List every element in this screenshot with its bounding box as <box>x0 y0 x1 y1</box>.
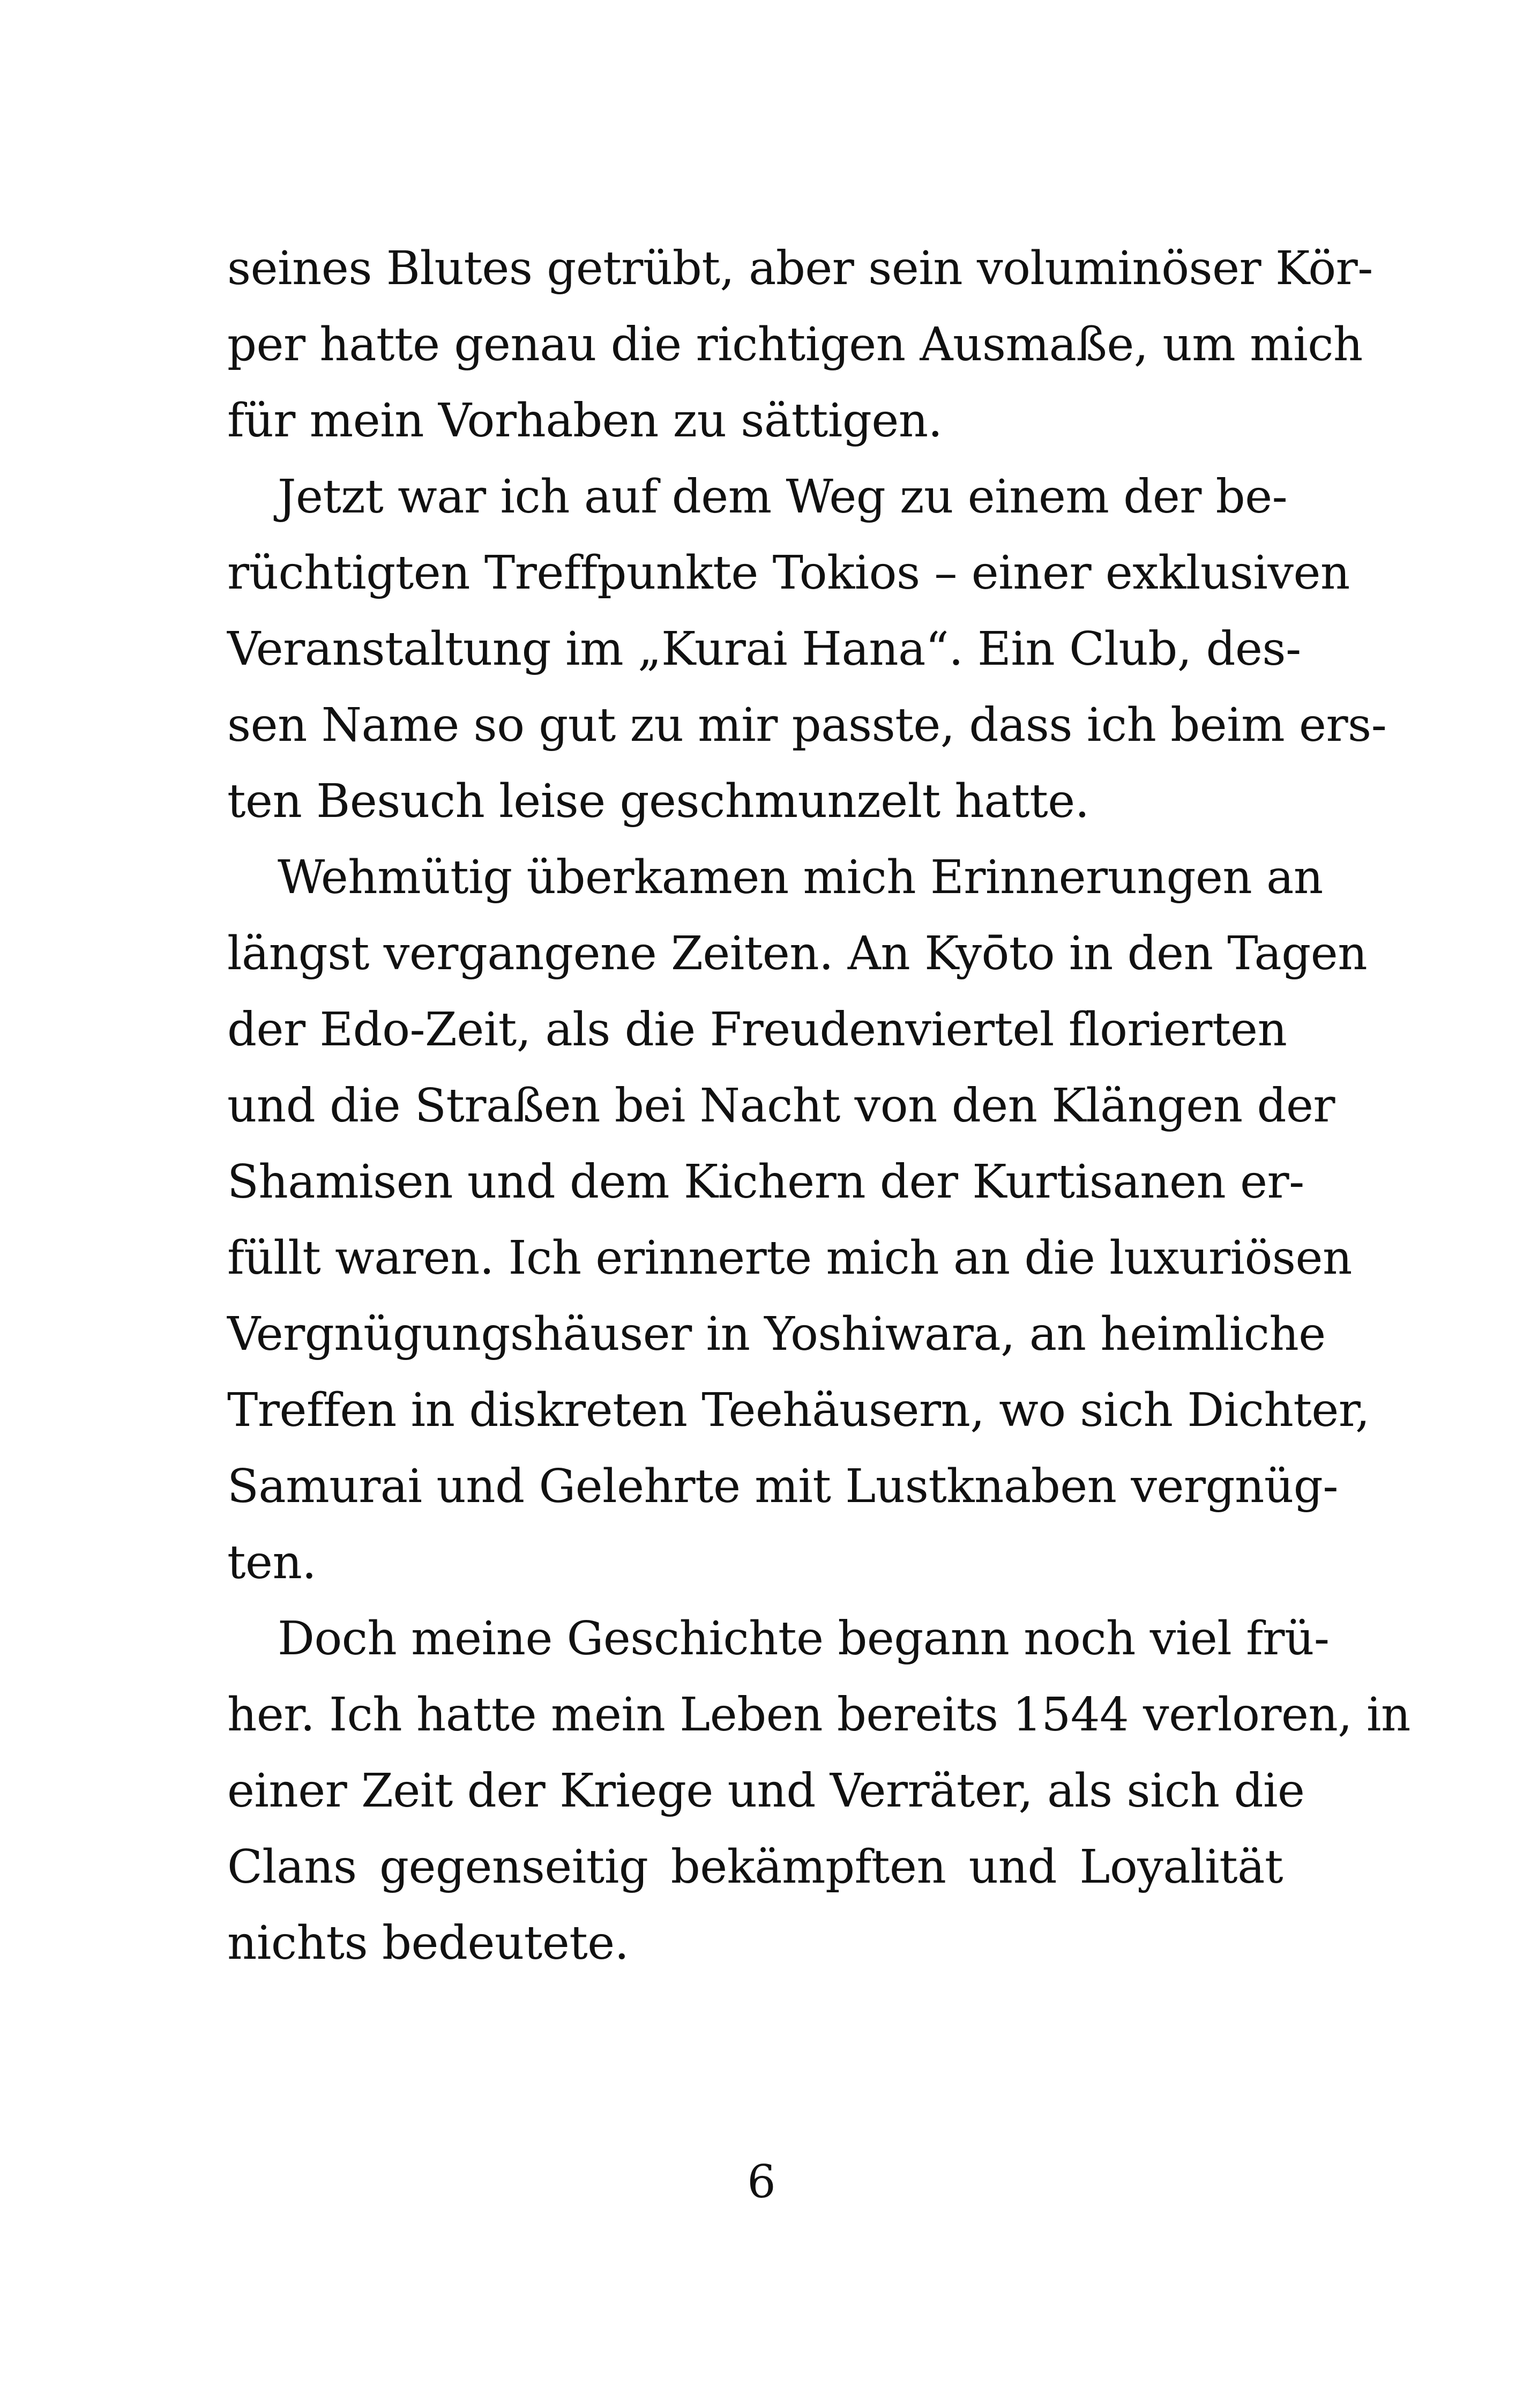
text-line: Wehmütig überkamen mich Erinnerungen an <box>278 851 1323 904</box>
text-line: der Edo-Zeit, als die Freudenviertel florierten <box>227 1003 1287 1057</box>
page-number: 6 <box>747 2156 776 2208</box>
text-line: einer Zeit der Kriege und Verräter, als sich die <box>227 1764 1305 1818</box>
text-line: Vergnügungshäuser in Yoshiwara, an heimliche <box>227 1307 1326 1361</box>
text-line: Doch meine Geschichte begann noch viel frü- <box>278 1612 1330 1666</box>
text-line: Treffen in diskreten Teehäusern, wo sich Dichter, <box>227 1384 1370 1437</box>
text-line: Jetzt war ich auf dem Weg zu einem der be- <box>278 470 1288 524</box>
text-line: füllt waren. Ich erinnerte mich an die luxuriösen <box>227 1231 1352 1285</box>
text-line: seines Blutes getrübt, aber sein voluminöser Kör- <box>227 242 1373 295</box>
body-text <box>227 231 1410 1981</box>
text-line: ten Besuch leise geschmunzelt hatte. <box>227 775 1089 828</box>
text-line: längst vergangene Zeiten. An Kyōto in den Tagen <box>227 927 1368 980</box>
text-line: Samurai und Gelehrte mit Lustknaben vergnüg- <box>227 1460 1338 1513</box>
text-line: Clans gegenseitig bekämpften und Loyalität <box>227 1840 1283 1894</box>
text-line: nichts bedeutete. <box>227 1916 629 1970</box>
text-line: per hatte genau die richtigen Ausmaße, um mich <box>227 318 1363 371</box>
text-line: Shamisen und dem Kichern der Kurtisanen er- <box>227 1155 1304 1209</box>
text-line: für mein Vorhaben zu sättigen. <box>227 394 943 448</box>
text-line: rüchtigten Treffpunkte Tokios – einer exklusiven <box>227 546 1350 600</box>
text-line: ten. <box>227 1536 317 1589</box>
text-line: her. Ich hatte mein Leben bereits 1544 verloren, in <box>227 1688 1410 1742</box>
text-line: sen Name so gut zu mir passte, dass ich beim ers- <box>227 698 1387 752</box>
text-line: und die Straßen bei Nacht von den Klängen der <box>227 1079 1335 1133</box>
text-line: Veranstaltung im „Kurai Hana“. Ein Club, des- <box>227 622 1301 676</box>
